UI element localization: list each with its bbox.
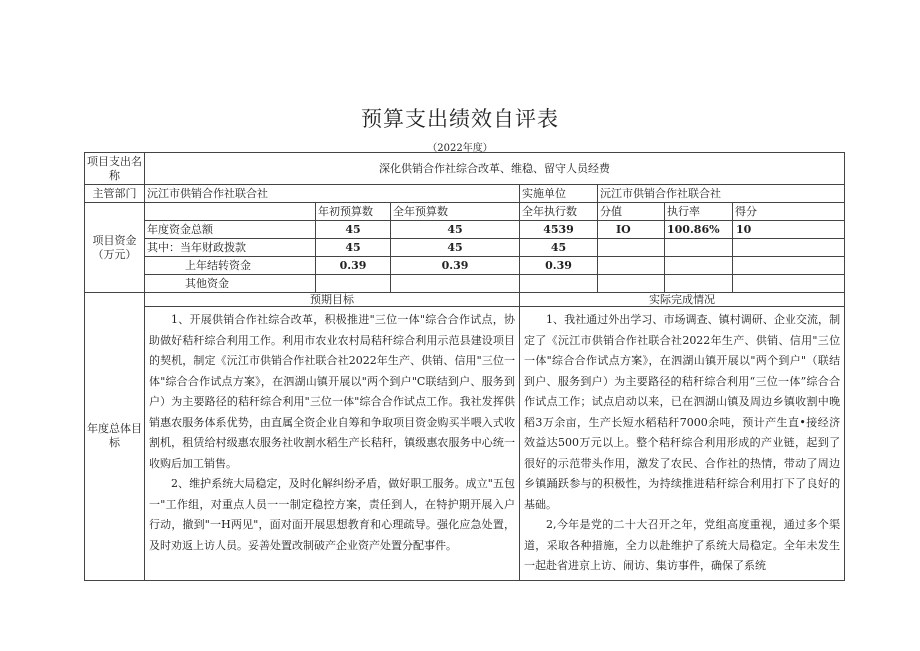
funds-cell: 0.39 <box>391 257 520 275</box>
funds-cell <box>665 239 733 257</box>
funds-header: 年初预算数 <box>316 203 391 221</box>
funds-cell: 45 <box>391 239 520 257</box>
impl-value: 沅江市供销合作社联合社 <box>598 185 845 203</box>
funds-cell <box>598 239 665 257</box>
funds-row-label: 上年结转资金 <box>145 257 316 275</box>
funds-cell <box>391 275 520 293</box>
funds-cell <box>665 275 733 293</box>
dept-label: 主管部门 <box>85 185 145 203</box>
funds-row-label: 年度资金总额 <box>145 221 316 239</box>
funds-cell <box>733 257 845 275</box>
project-name: 深化供销合作社综合改革、维稳、留守人员经费 <box>145 153 845 185</box>
funds-header: 全年执行数 <box>520 203 598 221</box>
dept-value: 沅江市供销合作社联合社 <box>145 185 520 203</box>
funds-cell: 45 <box>520 239 598 257</box>
expected-paragraph: 2、维护系统大局稳定，及时化解纠纷矛盾，做好职工服务。成立"五包一"工作组，对重点人员一一制定稳控方案，责任到人，在特护期开展入户行动，撤到"一H两见"，面对面开展思想教育和心理疏导。强化应急处置，及时劝返上访人员。妥善处置改制破产企业资产处置分配事件。 <box>149 477 515 552</box>
funds-cell: 4539 <box>520 221 598 239</box>
funds-label: 项目资金（万元） <box>85 203 145 293</box>
funds-cell <box>733 275 845 293</box>
funds-cell: 45 <box>316 239 391 257</box>
funds-header: 分值 <box>598 203 665 221</box>
self-evaluation-table <box>84 152 845 581</box>
expected-paragraph: 1、开展供销合作社综合改革，积极推进"三位一体"综合合作试点，协助做好秸秆综合利用工作。利用市农业农村局秸秆综合利用示范县建设项目的契机，制定《沅江市供销合作社联合社2022年生产、供销、信用"三位一体"综合合作试点方案》，在泗湖山镇开展以"两个到户"C联结到户、服务到户）为主要路径的秸秆综合利用"三位一体"综合合作试点工作。我社发挥供销惠农服务体系优势，由直属全资企业自筹和争取项目资金购买半喂入式收割机，租赁给村级惠农服务社收割水稻生产长秸秆，镇级惠农服务中心统一收购后加工销售。 <box>149 313 515 470</box>
expected-header: 预期目标 <box>145 293 520 307</box>
funds-cell: 0.39 <box>316 257 391 275</box>
funds-cell <box>316 275 391 293</box>
funds-row-label: 其中：当年财政拨款 <box>145 239 316 257</box>
expected-content <box>145 307 520 581</box>
actual-header: 实际完成情况 <box>520 293 845 307</box>
funds-cell <box>733 239 845 257</box>
funds-header: 得分 <box>733 203 845 221</box>
funds-cell: 100.86% <box>665 221 733 239</box>
impl-label: 实施单位 <box>520 185 598 203</box>
funds-cell <box>665 257 733 275</box>
project-name-label: 项目支出名称 <box>85 153 145 185</box>
funds-cell: IO <box>598 221 665 239</box>
funds-header-blank <box>145 203 316 221</box>
funds-header: 全年预算数 <box>391 203 520 221</box>
funds-header: 执行率 <box>665 203 733 221</box>
page-title: 预算支出绩效自评表 <box>361 107 559 131</box>
goal-label: 年度总体目标 <box>85 293 145 581</box>
funds-cell: 45 <box>391 221 520 239</box>
report-year: （2022年度） <box>427 143 493 154</box>
actual-paragraph: 2,今年是党的二十大召开之年，党组高度重视，通过多个渠道，采取各种措施，全力以赴维护了系统大局稳定。全年未发生一起赴省进京上访、闹访、集访事件，确保了系统 <box>524 518 841 572</box>
actual-paragraph: 1、我社通过外出学习、市场调查、镇村调研、企业交流，制定了《沅江市供销合作社联合社2022年生产、供销、信用"三位一体"综合合作试点方案》，在泗湖山镇开展以"两个到户"（联结到户、服务到户）为主要路径的秸秆综合利用“三位一体”综合合作试点工作；试点启动以来，已在泗湖山镇及周边乡镇收割中晚稻3万余亩，生产长短水稻秸秆7000余吨，预计产生直•接经济效益达500万元以上。整个秸秆综合利用形成的产业链，起到了很好的示范带头作用，激发了农民、合作社的热情，带动了周边乡镇踊跃参与的积极性，为持续推进秸秆综合利用打下了良好的基础。 <box>524 313 841 511</box>
funds-cell <box>520 275 598 293</box>
funds-cell: 45 <box>316 221 391 239</box>
funds-row-label: 其他资金 <box>145 275 316 293</box>
actual-content <box>520 307 845 581</box>
funds-cell <box>598 257 665 275</box>
funds-cell: 10 <box>733 221 845 239</box>
funds-cell <box>598 275 665 293</box>
funds-cell: 0.39 <box>520 257 598 275</box>
